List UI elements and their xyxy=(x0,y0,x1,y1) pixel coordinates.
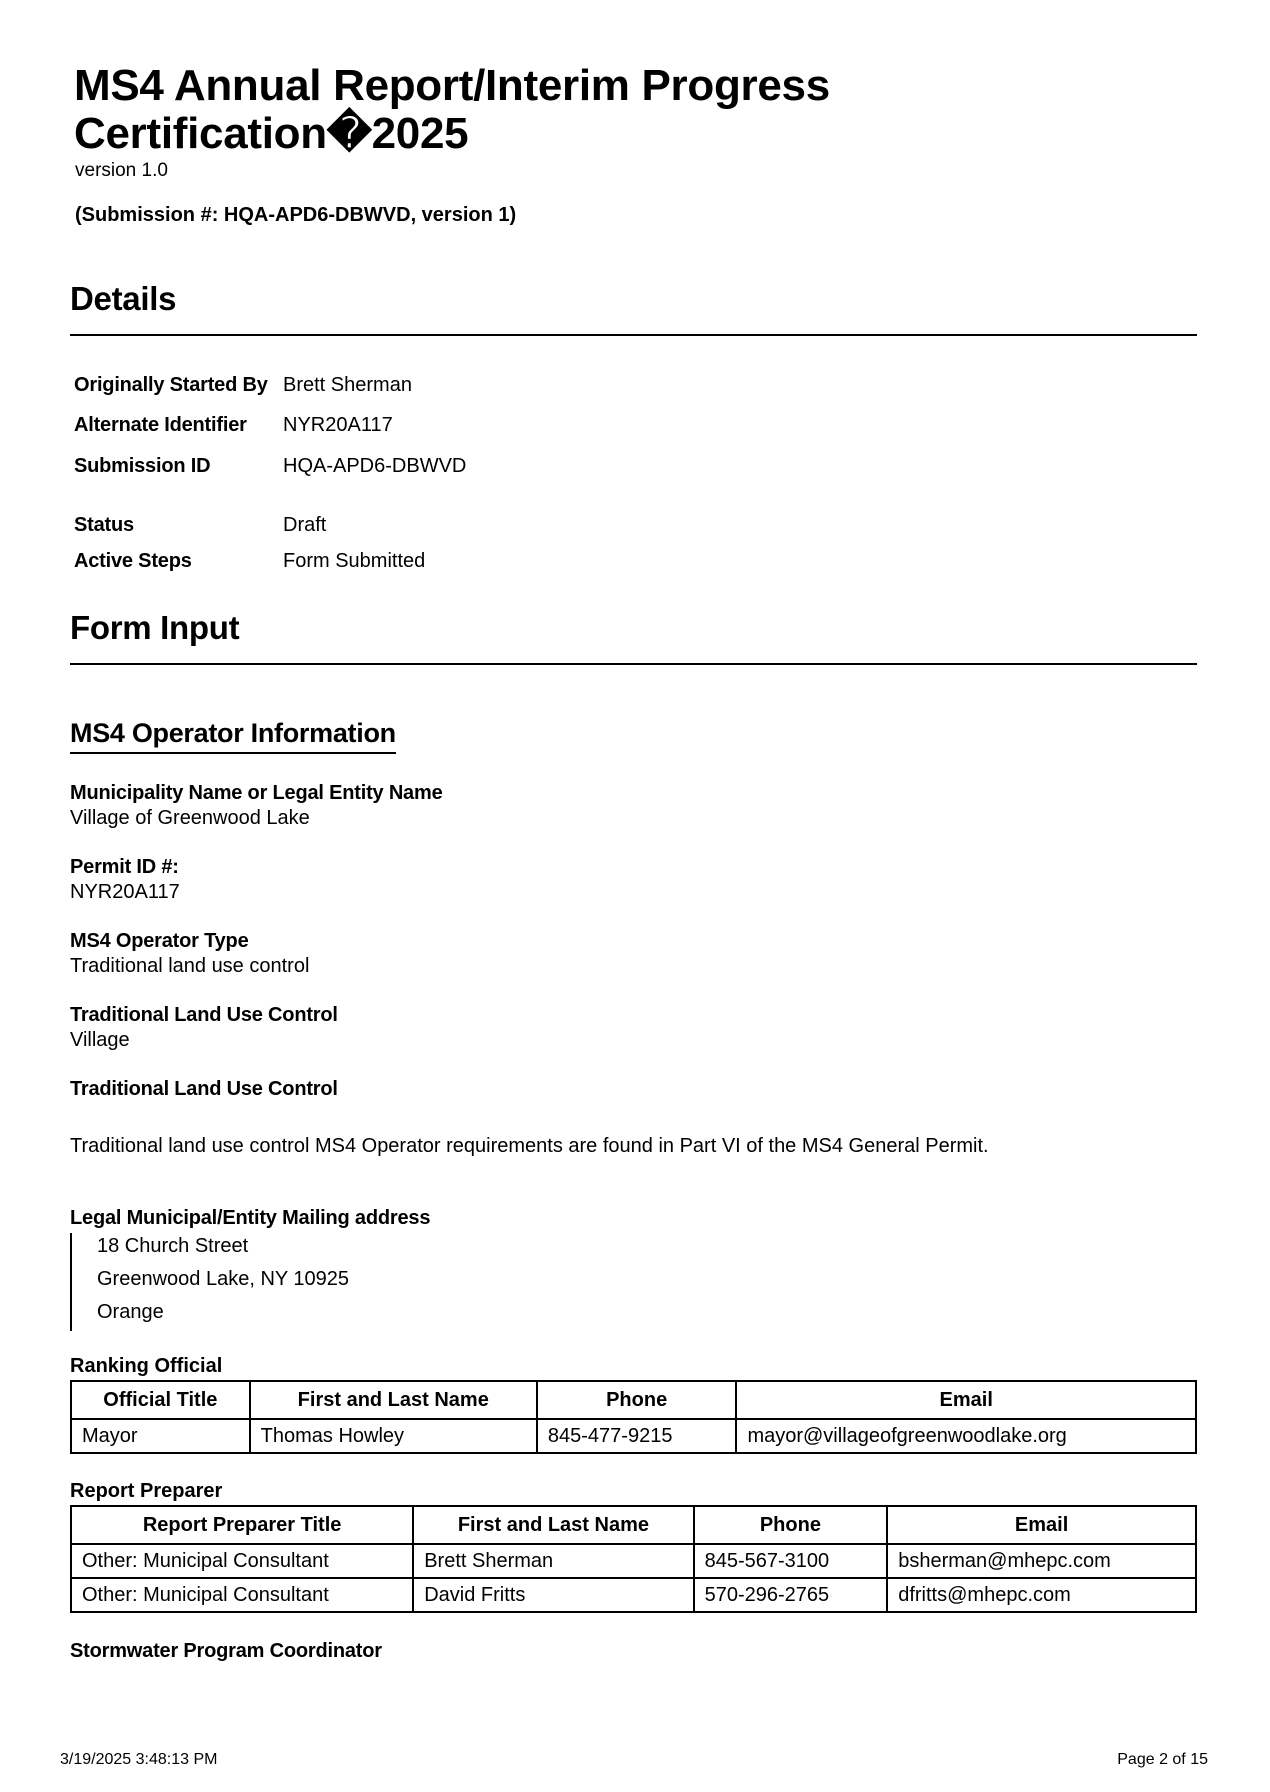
column-header: Report Preparer Title xyxy=(71,1506,413,1544)
column-header: Phone xyxy=(694,1506,888,1544)
column-header: First and Last Name xyxy=(413,1506,693,1544)
details-divider xyxy=(70,334,1197,336)
version-label: version 1.0 xyxy=(75,160,168,181)
municipality-name-label: Municipality Name or Legal Entity Name xyxy=(70,782,443,804)
tluc-info-text: Traditional land use control MS4 Operator requirements are found in Part VI of the MS4 General Permit. xyxy=(70,1135,989,1157)
column-header: First and Last Name xyxy=(250,1381,537,1419)
official-name-cell: Thomas Howley xyxy=(250,1419,537,1453)
table-row xyxy=(71,1544,1196,1578)
preparer-phone-cell: 570-296-2765 xyxy=(694,1578,888,1612)
address-street: 18 Church Street xyxy=(97,1235,249,1257)
table-header-row xyxy=(71,1506,1196,1544)
submission-id-value: HQA-APD6-DBWVD xyxy=(283,455,467,477)
preparer-name-cell: David Fritts xyxy=(413,1578,693,1612)
title-line-2: Certification�2025 xyxy=(74,109,469,158)
status-value: Draft xyxy=(283,514,327,536)
stormwater-coordinator-heading: Stormwater Program Coordinator xyxy=(70,1640,382,1662)
active-steps-label: Active Steps xyxy=(74,550,192,572)
form-input-divider xyxy=(70,663,1197,665)
tluc-info-heading: Traditional Land Use Control xyxy=(70,1078,338,1100)
alternate-identifier-label: Alternate Identifier xyxy=(74,414,247,436)
submission-id-label: Submission ID xyxy=(74,455,211,477)
table-row xyxy=(71,1419,1196,1453)
permit-id-value: NYR20A117 xyxy=(70,881,180,903)
table-row xyxy=(71,1578,1196,1612)
document-title xyxy=(74,62,974,158)
preparer-title-cell: Other: Municipal Consultant xyxy=(71,1544,413,1578)
official-email-cell: mayor@villageofgreenwoodlake.org xyxy=(736,1419,1196,1453)
ranking-official-table xyxy=(70,1380,1197,1454)
preparer-phone-cell: 845-567-3100 xyxy=(694,1544,888,1578)
operator-type-label: MS4 Operator Type xyxy=(70,930,249,952)
traditional-land-use-label: Traditional Land Use Control xyxy=(70,1004,338,1026)
report-preparer-title: Report Preparer xyxy=(70,1480,223,1502)
address-city-state-zip: Greenwood Lake, NY 10925 xyxy=(97,1268,350,1290)
alternate-identifier-value: NYR20A117 xyxy=(283,414,393,436)
form-input-heading: Form Input xyxy=(70,609,240,646)
permit-id-label: Permit ID #: xyxy=(70,856,179,878)
report-preparer-table xyxy=(70,1505,1197,1613)
operator-type-value: Traditional land use control xyxy=(70,955,310,977)
column-header: Phone xyxy=(537,1381,737,1419)
originally-started-by-value: Brett Sherman xyxy=(283,374,412,396)
submission-number: (Submission #: HQA-APD6-DBWVD, version 1) xyxy=(75,204,517,226)
column-header: Email xyxy=(887,1506,1196,1544)
status-label: Status xyxy=(74,514,134,536)
details-heading: Details xyxy=(70,280,177,317)
official-title-cell: Mayor xyxy=(71,1419,250,1453)
preparer-title-cell: Other: Municipal Consultant xyxy=(71,1578,413,1612)
column-header: Email xyxy=(736,1381,1196,1419)
official-phone-cell: 845-477-9215 xyxy=(537,1419,737,1453)
table-header-row xyxy=(71,1381,1196,1419)
preparer-email-cell: bsherman@mhepc.com xyxy=(887,1544,1196,1578)
mailing-address-label: Legal Municipal/Entity Mailing address xyxy=(70,1207,431,1229)
page-number: Page 2 of 15 xyxy=(1117,1751,1208,1768)
operator-info-heading: MS4 Operator Information xyxy=(70,718,396,754)
municipality-name-value: Village of Greenwood Lake xyxy=(70,807,310,829)
column-header: Official Title xyxy=(71,1381,250,1419)
ranking-official-title: Ranking Official xyxy=(70,1355,223,1377)
preparer-name-cell: Brett Sherman xyxy=(413,1544,693,1578)
originally-started-by-label: Originally Started By xyxy=(74,374,268,396)
active-steps-value: Form Submitted xyxy=(283,550,426,572)
print-timestamp: 3/19/2025 3:48:13 PM xyxy=(60,1751,218,1768)
title-line-1: MS4 Annual Report/Interim Progress xyxy=(74,61,830,110)
traditional-land-use-value: Village xyxy=(70,1029,130,1051)
address-county: Orange xyxy=(97,1301,164,1323)
mailing-address-block xyxy=(70,1233,349,1331)
preparer-email-cell: dfritts@mhepc.com xyxy=(887,1578,1196,1612)
